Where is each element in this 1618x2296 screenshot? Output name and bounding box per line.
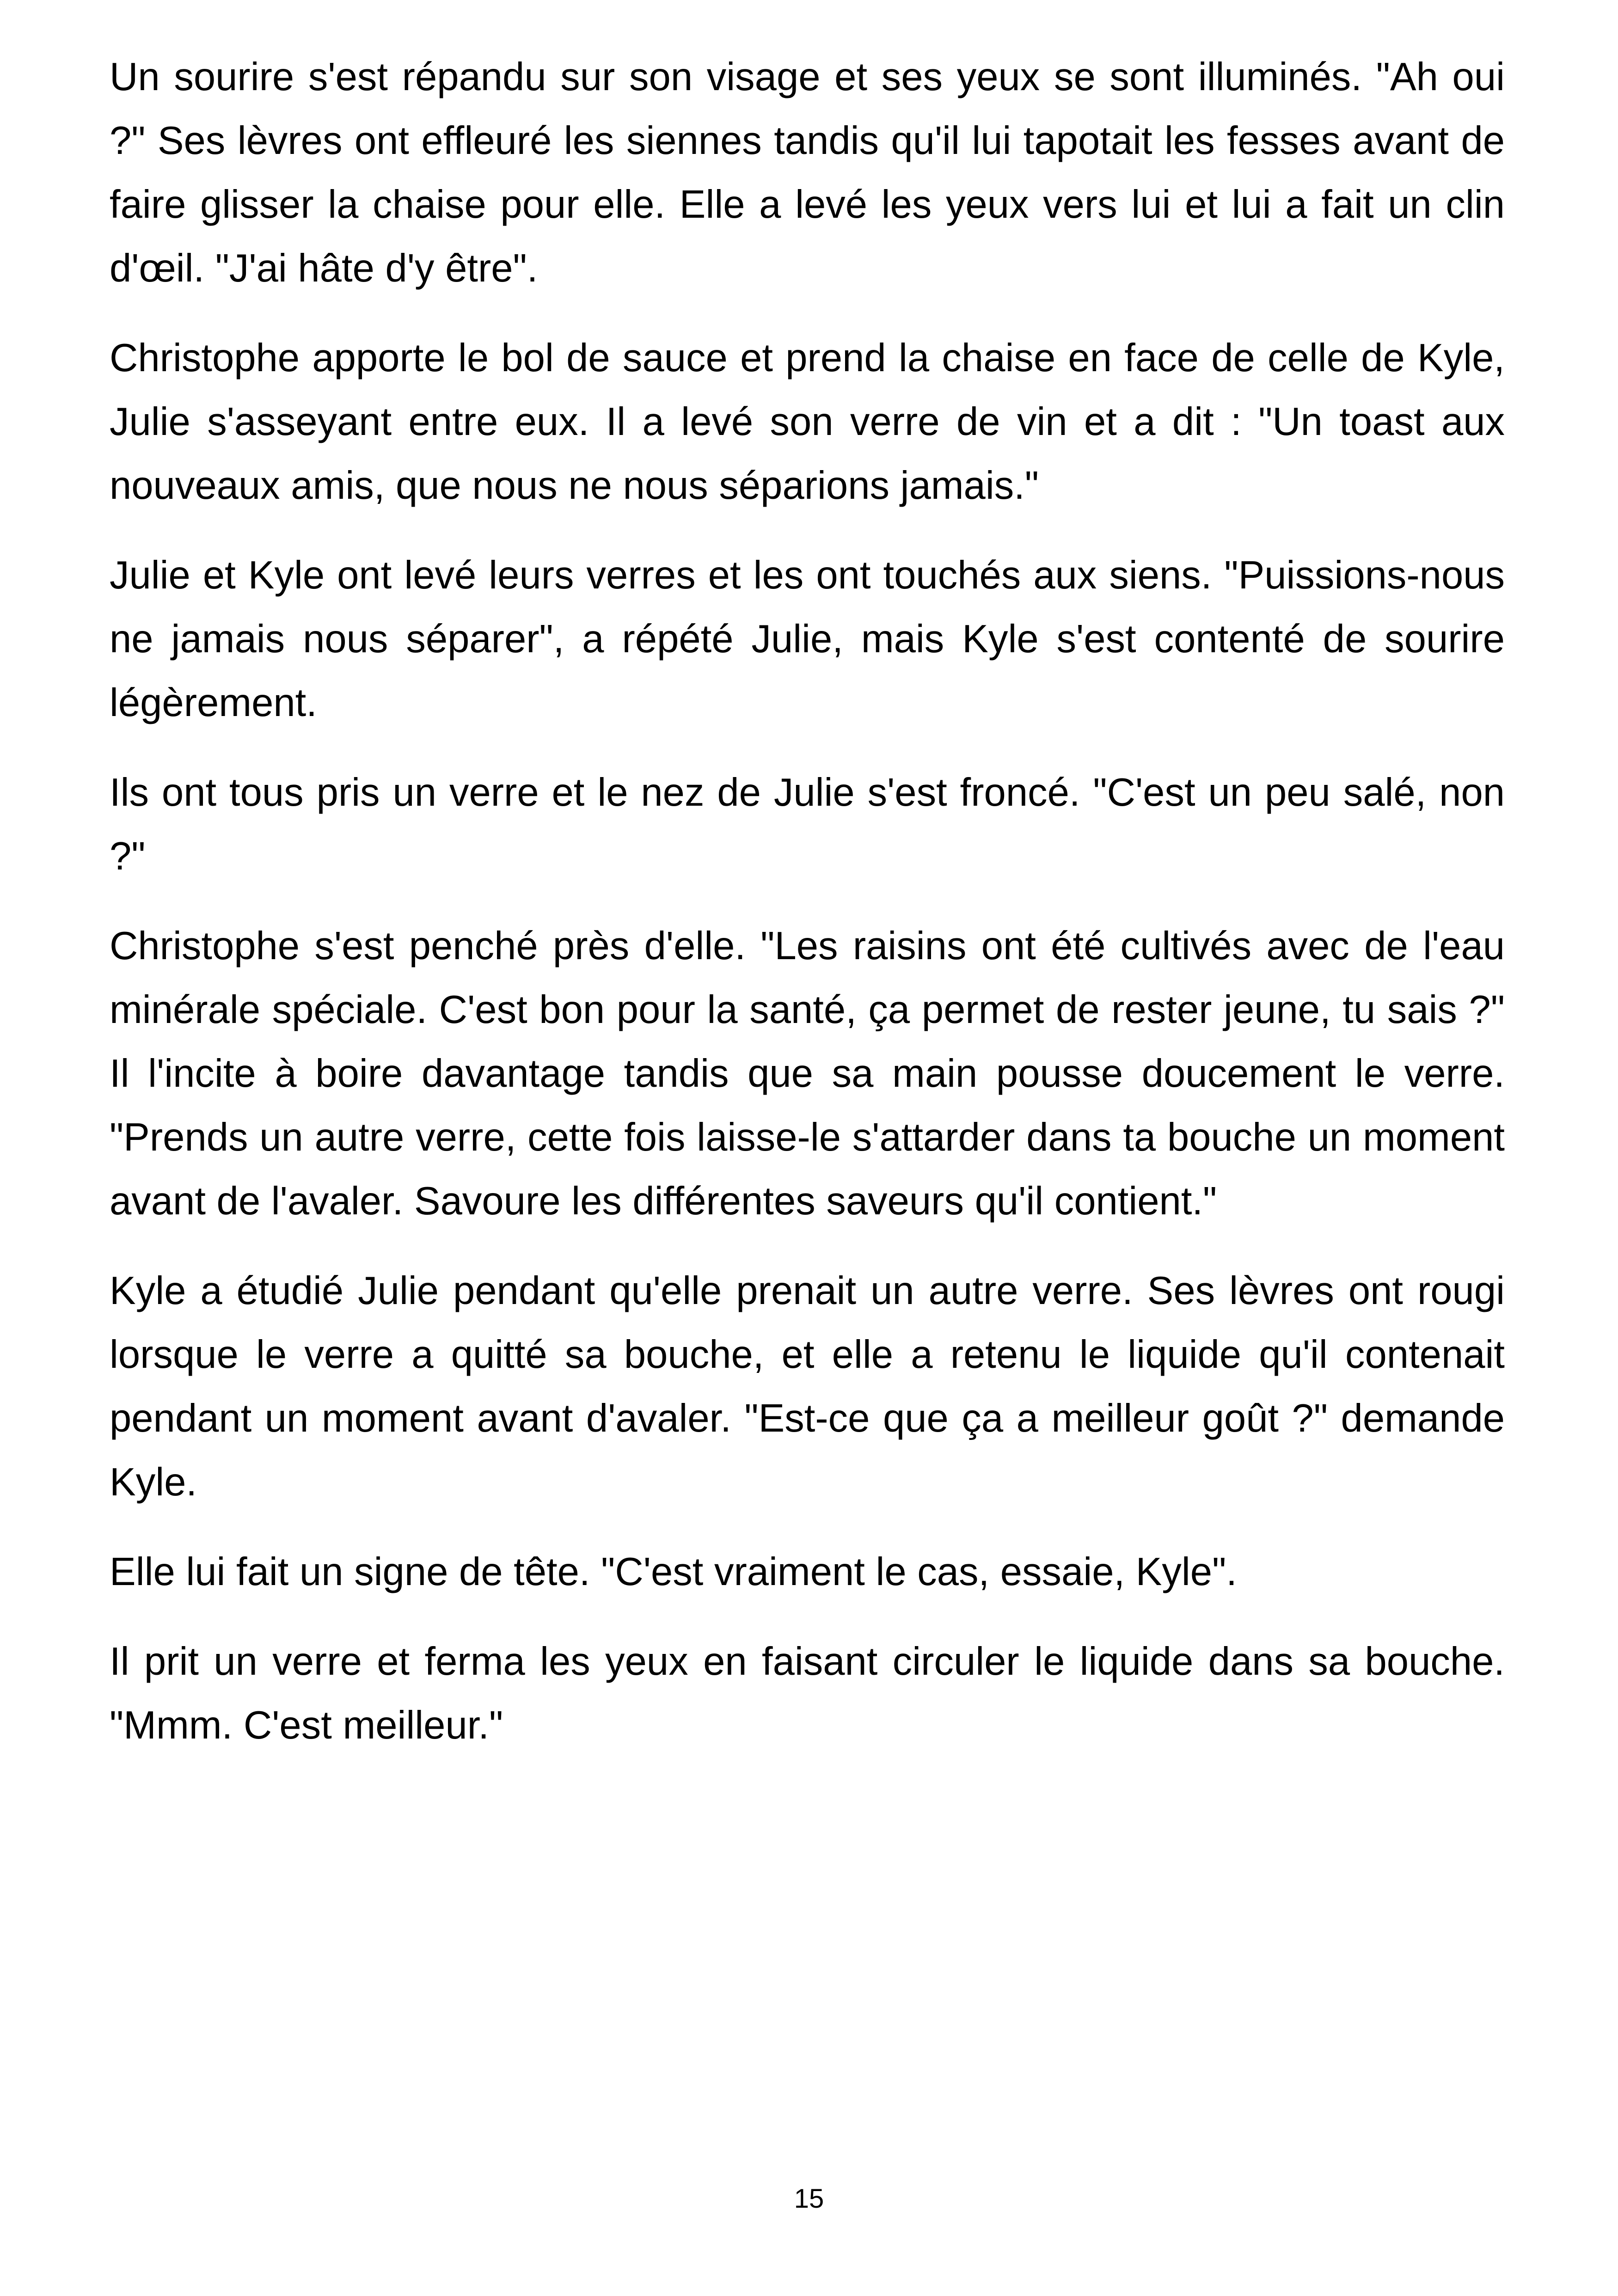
paragraph: Kyle a étudié Julie pendant qu'elle prenait un autre verre. Ses lèvres ont rougi lorsque le verre a quitté sa bouche, et elle a retenu le liquide qu'il contenait pendant un moment avant d'avaler. "Est-ce que ça a meilleur goût ?" demande Kyle. [110, 1269, 1505, 1504]
paragraph: Un sourire s'est répandu sur son visage et ses yeux se sont illuminés. "Ah oui ?" Ses lèvres ont effleuré les siennes tandis qu'il lui tapotait les fesses avant de faire glisser la chaise pour elle. Elle a levé les yeux vers lui et lui a fait un clin d'œil. "J'ai hâte d'y être". [110, 55, 1505, 290]
page-number: 15 [794, 2184, 824, 2214]
paragraph: Christophe s'est penché près d'elle. "Les raisins ont été cultivés avec de l'eau minérale spéciale. C'est bon pour la santé, ça permet de rester jeune, tu sais ?" Il l'incite à boire davantage tandis que sa main pousse doucement le verre. "Prends un autre verre, cette fois laisse-le s'attarder dans ta bouche un moment avant de l'avaler. Savoure les différentes saveurs qu'il contient." [110, 924, 1505, 1223]
paragraph: Julie et Kyle ont levé leurs verres et les ont touchés aux siens. "Puissions-nous ne jamais nous séparer", a répété Julie, mais Kyle s'est contenté de sourire légèrement. [110, 553, 1505, 725]
paragraph: Ils ont tous pris un verre et le nez de Julie s'est froncé. "C'est un peu salé, non ?" [110, 771, 1505, 878]
body-text [110, 45, 1505, 1783]
paragraph: Il prit un verre et ferma les yeux en faisant circuler le liquide dans sa bouche. "Mmm. C'est meilleur." [110, 1640, 1505, 1747]
paragraph: Elle lui fait un signe de tête. "C'est vraiment le cas, essaie, Kyle". [110, 1550, 1237, 1594]
paragraph: Christophe apporte le bol de sauce et prend la chaise en face de celle de Kyle, Julie s'asseyant entre eux. Il a levé son verre de vin et a dit : "Un toast aux nouveaux amis, que nous ne nous séparions jamais." [110, 336, 1505, 508]
